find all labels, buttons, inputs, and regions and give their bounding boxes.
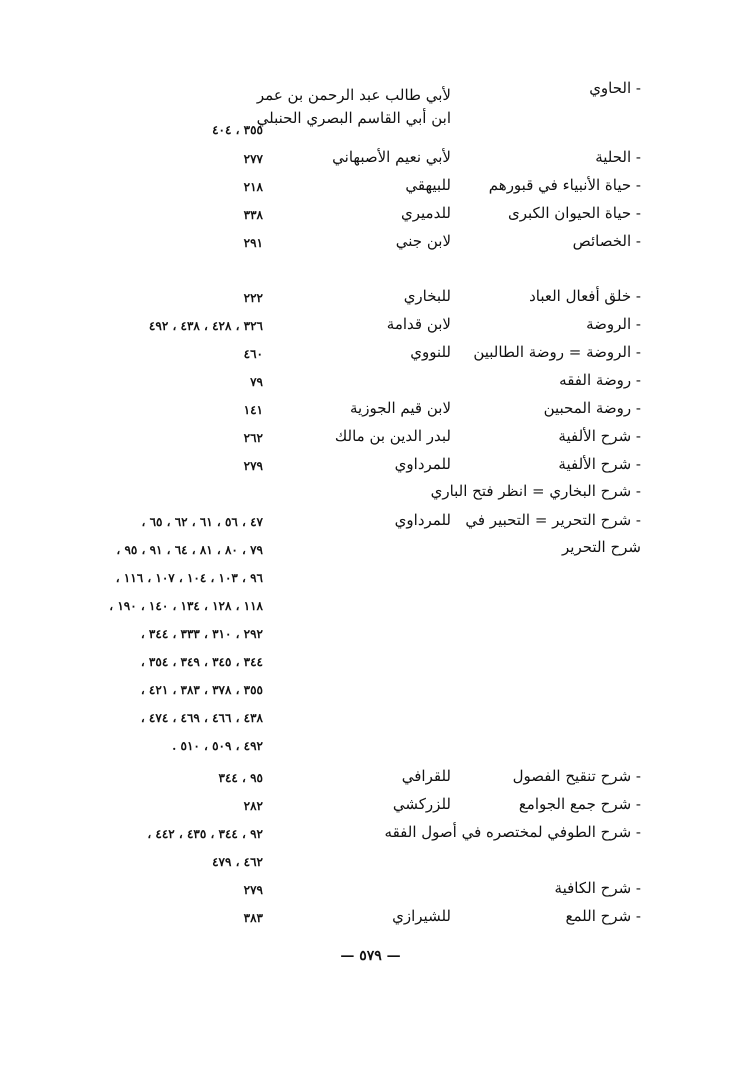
entry-pages: ٢١٨ (243, 180, 263, 194)
entry-author: لأبي نعيم الأصبهاني (332, 148, 451, 166)
entry-title: - شرح الطوفي لمختصره في أصول الفقه (384, 823, 641, 841)
entry-pages: ٢٩١ (243, 236, 263, 250)
entry-title: - الروضة (586, 315, 641, 333)
entry-pages: ٣٥٥ ، ٤٠٤ (212, 123, 263, 137)
entry-title: - حياة الحيوان الكبرى (507, 204, 641, 222)
entry-title: - شرح التحرير = التحبير في (465, 511, 641, 529)
entry-title: - شرح الألفية (558, 455, 641, 473)
entry-pages: ٤٧ ، ٥٦ ، ٦١ ، ٦٢ ، ٦٥ ، (141, 515, 263, 529)
entry-title: - شرح جمع الجوامع (518, 795, 641, 813)
entry-pages: ٢٧٩ (243, 459, 263, 473)
entry-title: - شرح البخاري = انظر فتح الباري (430, 482, 641, 500)
entry-pages: ٤٩٢ ، ٥٠٩ ، ٥١٠ . (172, 739, 263, 753)
entry-pages: ٤٣٨ ، ٤٦٦ ، ٤٦٩ ، ٤٧٤ ، (140, 711, 263, 725)
entry-pages: ١١٨ ، ١٢٨ ، ١٣٤ ، ١٤٠ ، ١٩٠ ، (109, 599, 263, 613)
entry-title: - حياة الأنبياء في قبورهم (488, 176, 641, 194)
entry-pages: ٢٧٧ (243, 152, 263, 166)
entry-author: للقرافي (401, 767, 451, 785)
entry-pages: ٢٦٢ (243, 431, 263, 445)
entry-author: للبيهقي (405, 176, 451, 194)
entry-author: لابن قيم الجوزية (350, 399, 451, 417)
entry-pages: ٢٨٢ (243, 799, 263, 813)
entry-pages: ٩٥ ، ٣٤٤ (218, 771, 263, 785)
entry-title: - الحاوي (589, 79, 641, 97)
entry-pages: ٧٩ (250, 375, 263, 389)
entry-title: - شرح تنقيح الفصول (512, 767, 641, 785)
entry-pages: ٣٥٥ ، ٣٧٨ ، ٣٨٣ ، ٤٢١ ، (140, 683, 263, 697)
entry-author: لأبي طالب عبد الرحمن بن عمر (256, 86, 451, 104)
entry-title: - روضة الفقه (559, 371, 641, 389)
entry-title: - الخصائص (572, 232, 641, 250)
entry-title: - شرح الكافية (554, 879, 641, 897)
entry-pages: ٣٤٤ ، ٣٤٥ ، ٣٤٩ ، ٣٥٤ ، (140, 655, 263, 669)
entry-pages: ٤٦٢ ، ٤٧٩ (212, 855, 263, 869)
entry-pages: ٩٢ ، ٣٤٤ ، ٤٣٥ ، ٤٤٢ ، (147, 827, 263, 841)
entry-pages: ٣٨٣ (243, 911, 263, 925)
entry-author: للمرداوي (394, 455, 451, 473)
entry-title: - شرح الألفية (558, 427, 641, 445)
entry-pages: ٢٧٩ (243, 883, 263, 897)
entry-author: للزركشي (392, 795, 451, 813)
entry-pages: ٣٢٦ ، ٤٢٨ ، ٤٣٨ ، ٤٩٢ (148, 319, 263, 333)
entry-pages: ١٤١ (243, 403, 263, 417)
entry-author: للمرداوي (394, 511, 451, 529)
entry-author: ابن أبي القاسم البصري الحنبلي (256, 109, 451, 127)
entry-pages: ٢٩٢ ، ٣١٠ ، ٣٣٣ ، ٣٤٤ ، (140, 627, 263, 641)
page-number: — ٥٧٩ — (340, 948, 401, 964)
entry-pages: ٤٦٠ (243, 347, 263, 361)
entry-title: شرح التحرير (562, 538, 641, 556)
entry-title: - شرح اللمع (565, 907, 641, 925)
entry-title: - خلق أفعال العباد (529, 287, 641, 305)
entry-pages: ٢٢٢ (243, 291, 263, 305)
entry-pages: ٧٩ ، ٨٠ ، ٨١ ، ٦٤ ، ٩١ ، ٩٥ ، (116, 543, 263, 557)
entry-pages: ٩٦ ، ١٠٣ ، ١٠٤ ، ١٠٧ ، ١١٦ ، (115, 571, 263, 585)
entry-author: للدميري (401, 204, 451, 222)
entry-author: للنووي (410, 343, 451, 361)
entry-author: للشيرازي (392, 907, 451, 925)
entry-author: للبخاري (403, 287, 451, 305)
entry-title: - روضة المحبين (543, 399, 641, 417)
entry-author: لبدر الدين بن مالك (334, 427, 451, 445)
entry-title: - الروضة = روضة الطالبين (473, 343, 641, 361)
entry-pages: ٣٣٨ (243, 208, 263, 222)
entry-author: لابن قدامة (386, 315, 451, 333)
entry-title: - الحلية (595, 148, 641, 166)
entry-author: لابن جني (395, 232, 451, 250)
